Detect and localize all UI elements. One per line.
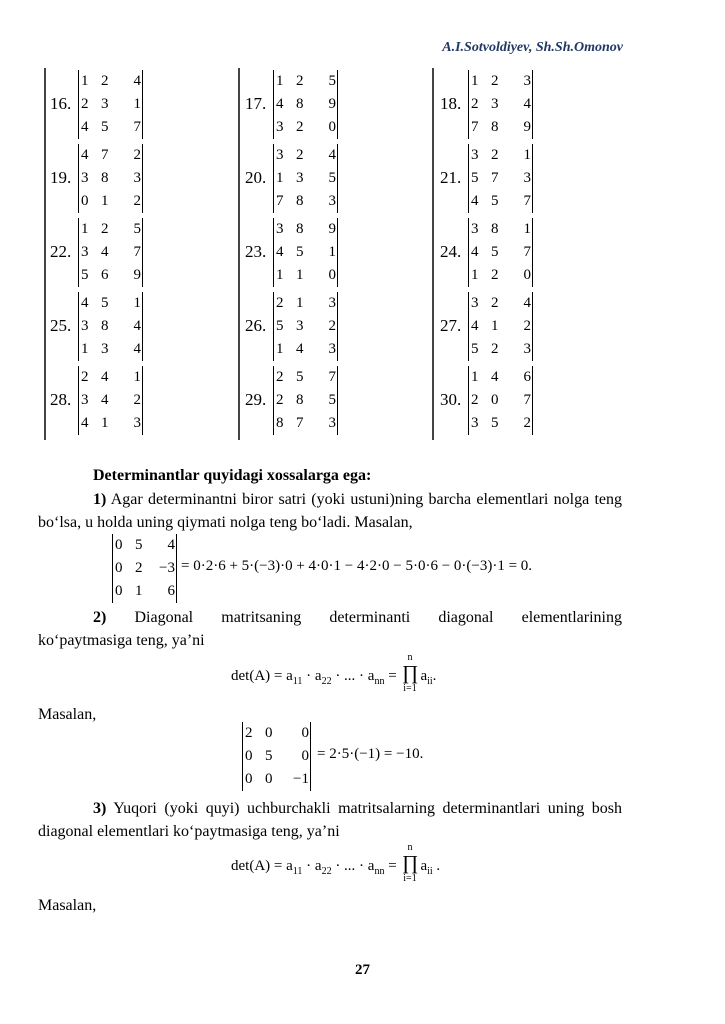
determinant-matrix bbox=[78, 218, 143, 287]
matrix-entry: 2 bbox=[471, 392, 479, 408]
property-number: 2) bbox=[93, 609, 107, 626]
matrix-entry: 7 bbox=[471, 119, 479, 135]
matrix-entry: 4 bbox=[133, 341, 141, 357]
matrix-entry: 4 bbox=[101, 244, 109, 260]
matrix-entry: 2 bbox=[133, 193, 141, 209]
matrix-entry: 7 bbox=[491, 170, 499, 186]
determinant-matrix bbox=[468, 218, 533, 287]
matrix-entry: 2 bbox=[81, 96, 89, 112]
matrix-entry: 1 bbox=[296, 295, 304, 311]
matrix-entry: 1 bbox=[296, 267, 304, 283]
matrix-entry: 1 bbox=[328, 244, 336, 260]
matrix-entry: 8 bbox=[491, 119, 499, 135]
matrix-entry: 0 bbox=[81, 193, 89, 209]
matrix-entry: 3 bbox=[296, 318, 304, 334]
matrix-entry: 1 bbox=[491, 318, 499, 334]
matrix-entry: 2 bbox=[471, 96, 479, 112]
matrix-entry: 4 bbox=[101, 369, 109, 385]
matrix-entry: 2 bbox=[523, 415, 531, 431]
matrix-entry: 5 bbox=[491, 415, 499, 431]
matrix-entry: 5 bbox=[101, 119, 109, 135]
determinant-matrix bbox=[468, 292, 533, 361]
exercise-number: 28. bbox=[50, 390, 72, 409]
matrix-entry: 5 bbox=[133, 221, 141, 237]
matrix-entry: 1 bbox=[471, 369, 479, 385]
matrix-entry: 2 bbox=[523, 318, 531, 334]
matrix-entry: 9 bbox=[133, 267, 141, 283]
matrix-entry: 7 bbox=[523, 392, 531, 408]
matrix-entry: 8 bbox=[491, 221, 499, 237]
property-1 bbox=[38, 488, 622, 534]
matrix-entry: 2 bbox=[101, 73, 109, 89]
matrix-entry: 8 bbox=[296, 392, 304, 408]
determinant-matrix bbox=[78, 366, 143, 435]
matrix-entry: 7 bbox=[523, 244, 531, 260]
masalan-label: Masalan, bbox=[38, 897, 97, 914]
matrix-entry: 2 bbox=[276, 392, 284, 408]
matrix-entry: 8 bbox=[101, 318, 109, 334]
matrix-entry: 3 bbox=[296, 170, 304, 186]
property-3 bbox=[38, 797, 622, 843]
matrix-entry: 4 bbox=[296, 341, 304, 357]
matrix-entry: 0 bbox=[115, 537, 123, 553]
matrix-entry: 1 bbox=[471, 73, 479, 89]
matrix-entry: 2 bbox=[133, 392, 141, 408]
matrix-entry: 5 bbox=[328, 170, 336, 186]
matrix-entry: 2 bbox=[245, 725, 253, 741]
matrix-entry: 4 bbox=[471, 318, 479, 334]
matrix-entry: 8 bbox=[101, 170, 109, 186]
matrix-entry: 5 bbox=[491, 193, 499, 209]
matrix-entry: 1 bbox=[523, 147, 531, 163]
exercise-number: 20. bbox=[245, 168, 267, 187]
matrix-entry: 3 bbox=[101, 96, 109, 112]
matrix-entry: 4 bbox=[81, 295, 89, 311]
matrix-entry: 3 bbox=[276, 147, 284, 163]
matrix-entry: 4 bbox=[491, 369, 499, 385]
property-text: Yuqori (yoki quyi) uchburchakli matritsalarning determinantlari uning bosh diagonal elementlari ko‘paytmasiga teng, ya’ni bbox=[38, 800, 622, 840]
matrix-entry: 3 bbox=[133, 415, 141, 431]
matrix-entry: 8 bbox=[296, 96, 304, 112]
determinant-matrix bbox=[273, 144, 338, 213]
matrix-entry: 3 bbox=[276, 221, 284, 237]
property-2-line1 bbox=[38, 606, 622, 629]
matrix-entry: 2 bbox=[296, 73, 304, 89]
matrix-entry: 0 bbox=[328, 267, 336, 283]
matrix-entry: 4 bbox=[276, 244, 284, 260]
matrix-entry: 4 bbox=[133, 318, 141, 334]
matrix-entry: 3 bbox=[471, 221, 479, 237]
matrix-entry: 5 bbox=[491, 244, 499, 260]
matrix-entry: 4 bbox=[101, 392, 109, 408]
matrix-entry: 5 bbox=[276, 318, 284, 334]
matrix-entry: 2 bbox=[491, 73, 499, 89]
matrix-entry: 7 bbox=[276, 193, 284, 209]
matrix-entry: 0 bbox=[265, 771, 273, 787]
determinant-matrix bbox=[468, 70, 533, 139]
matrix-entry: 1 bbox=[133, 369, 141, 385]
matrix-entry: 3 bbox=[133, 170, 141, 186]
matrix-entry: 4 bbox=[471, 193, 479, 209]
matrix-entry: 0 bbox=[328, 119, 336, 135]
property-text: Agar determinantni biror satri (yoki ustuni)ning barcha elementlari nolga teng bo‘lsa, u holda uning qiymati nolga teng bo‘ladi. Masalan, bbox=[38, 491, 622, 531]
example-2-determinant bbox=[242, 722, 311, 791]
matrix-entry: 9 bbox=[328, 221, 336, 237]
matrix-entry: 1 bbox=[523, 221, 531, 237]
matrix-entry: 9 bbox=[328, 96, 336, 112]
determinant-matrix bbox=[468, 144, 533, 213]
matrix-entry: 0 bbox=[245, 771, 253, 787]
matrix-entry: 3 bbox=[523, 341, 531, 357]
matrix-entry: 5 bbox=[328, 392, 336, 408]
page-number: 27 bbox=[355, 962, 370, 978]
matrix-entry: 4 bbox=[523, 295, 531, 311]
matrix-entry: 3 bbox=[101, 341, 109, 357]
matrix-entry: 3 bbox=[471, 295, 479, 311]
product-symbol: n ∏ i=1 bbox=[402, 842, 419, 884]
exercise-number: 26. bbox=[245, 316, 267, 335]
matrix-entry: 1 bbox=[276, 73, 284, 89]
matrix-entry: 1 bbox=[133, 96, 141, 112]
matrix-entry: 4 bbox=[523, 96, 531, 112]
matrix-entry: 0 bbox=[265, 725, 273, 741]
column-divider bbox=[432, 68, 434, 440]
matrix-entry: 1 bbox=[276, 341, 284, 357]
exercise-number: 18. bbox=[440, 94, 462, 113]
matrix-entry: 4 bbox=[133, 73, 141, 89]
matrix-entry: 1 bbox=[81, 73, 89, 89]
matrix-entry: 6 bbox=[167, 583, 175, 599]
matrix-entry: 1 bbox=[81, 221, 89, 237]
exercise-number: 30. bbox=[440, 390, 462, 409]
matrix-entry: 1 bbox=[276, 267, 284, 283]
matrix-entry: 3 bbox=[81, 392, 89, 408]
determinant-matrix bbox=[78, 292, 143, 361]
matrix-entry: 4 bbox=[471, 244, 479, 260]
matrix-entry: 6 bbox=[523, 369, 531, 385]
exercise-number: 22. bbox=[50, 242, 72, 261]
matrix-entry: 3 bbox=[81, 318, 89, 334]
exercise-number: 24. bbox=[440, 242, 462, 261]
matrix-entry: 6 bbox=[101, 267, 109, 283]
matrix-entry: 3 bbox=[491, 96, 499, 112]
matrix-entry: 7 bbox=[296, 415, 304, 431]
column-divider bbox=[44, 68, 46, 440]
matrix-entry: 3 bbox=[523, 170, 531, 186]
matrix-entry: 8 bbox=[296, 221, 304, 237]
matrix-entry: 1 bbox=[276, 170, 284, 186]
exercise-number: 25. bbox=[50, 316, 72, 335]
matrix-entry: 5 bbox=[471, 170, 479, 186]
diagonal-formula-2: $\det(A) = a_{11} \cdot a_{22}$ · ... · $a_{nn} = a_{ii}$ . bbox=[231, 858, 441, 877]
property-number: 3) bbox=[93, 800, 107, 817]
matrix-entry: 3 bbox=[276, 119, 284, 135]
exercise-number: 29. bbox=[245, 390, 267, 409]
matrix-entry: 3 bbox=[81, 244, 89, 260]
matrix-entry: 2 bbox=[101, 221, 109, 237]
matrix-entry: 2 bbox=[276, 369, 284, 385]
matrix-entry: 7 bbox=[101, 147, 109, 163]
matrix-entry: 7 bbox=[133, 244, 141, 260]
determinant-matrix bbox=[78, 70, 143, 139]
property-2-line2: ko‘paytmasiga teng, ya’ni bbox=[38, 632, 205, 649]
matrix-entry: 0 bbox=[115, 583, 123, 599]
exercise-number: 23. bbox=[245, 242, 267, 261]
matrix-entry: 4 bbox=[328, 147, 336, 163]
exercise-number: 17. bbox=[245, 94, 267, 113]
matrix-entry: 3 bbox=[471, 415, 479, 431]
matrix-entry: 2 bbox=[491, 147, 499, 163]
matrix-entry: 3 bbox=[523, 73, 531, 89]
masalan-label: Masalan, bbox=[38, 706, 97, 723]
matrix-entry: 2 bbox=[276, 295, 284, 311]
matrix-entry: 3 bbox=[81, 170, 89, 186]
matrix-entry: 2 bbox=[296, 147, 304, 163]
example-1-determinant bbox=[112, 534, 177, 603]
matrix-entry: 4 bbox=[167, 537, 175, 553]
matrix-entry: 7 bbox=[523, 193, 531, 209]
exercise-number: 16. bbox=[50, 94, 72, 113]
determinant-matrix bbox=[273, 292, 338, 361]
matrix-entry: 3 bbox=[328, 341, 336, 357]
matrix-entry: 0 bbox=[115, 560, 123, 576]
exercise-number: 27. bbox=[440, 316, 462, 335]
matrix-entry: 4 bbox=[276, 96, 284, 112]
matrix-entry: 7 bbox=[133, 119, 141, 135]
matrix-entry: 3 bbox=[328, 415, 336, 431]
matrix-entry: 1 bbox=[81, 341, 89, 357]
matrix-entry: 3 bbox=[328, 193, 336, 209]
matrix-entry: 0 bbox=[491, 392, 499, 408]
matrix-entry: 5 bbox=[328, 73, 336, 89]
exercise-number: 19. bbox=[50, 168, 72, 187]
matrix-entry: 4 bbox=[81, 147, 89, 163]
matrix-entry: 3 bbox=[471, 147, 479, 163]
column-divider bbox=[238, 68, 240, 440]
example-2-result: = 2·5·(−1) = −10. bbox=[317, 746, 424, 762]
matrix-entry: 2 bbox=[135, 560, 143, 576]
matrix-entry: −3 bbox=[159, 560, 175, 576]
matrix-entry: 1 bbox=[101, 415, 109, 431]
matrix-entry: 2 bbox=[491, 295, 499, 311]
matrix-entry: 0 bbox=[301, 725, 309, 741]
property-number: 1) bbox=[93, 491, 107, 508]
determinant-matrix bbox=[78, 144, 143, 213]
matrix-entry: 5 bbox=[296, 244, 304, 260]
matrix-entry: 4 bbox=[81, 415, 89, 431]
matrix-entry: 5 bbox=[265, 748, 273, 764]
determinant-matrix bbox=[273, 70, 338, 139]
exercise-number: 21. bbox=[440, 168, 462, 187]
matrix-entry: −1 bbox=[293, 771, 309, 787]
example-1-expansion: = 0·2·6 + 5·(−3)·0 + 4·0·1 − 4·2·0 − 5·0·6 − 0·(−3)·1 = 0. bbox=[181, 558, 533, 574]
matrix-entry: 2 bbox=[491, 267, 499, 283]
matrix-entry: 3 bbox=[328, 295, 336, 311]
running-header: A.I.Sotvoldiyev, Sh.Sh.Omonov bbox=[442, 40, 623, 55]
matrix-entry: 4 bbox=[81, 119, 89, 135]
matrix-entry: 2 bbox=[296, 119, 304, 135]
matrix-entry: 5 bbox=[471, 341, 479, 357]
matrix-entry: 1 bbox=[101, 193, 109, 209]
product-symbol: n ∏ i=1 bbox=[402, 652, 419, 694]
matrix-entry: 5 bbox=[101, 295, 109, 311]
matrix-entry: 1 bbox=[471, 267, 479, 283]
matrix-entry: 2 bbox=[81, 369, 89, 385]
matrix-entry: 5 bbox=[296, 369, 304, 385]
matrix-entry: 1 bbox=[135, 583, 143, 599]
determinant-matrix bbox=[273, 366, 338, 435]
matrix-entry: 0 bbox=[245, 748, 253, 764]
determinant-matrix bbox=[468, 366, 533, 435]
matrix-entry: 2 bbox=[133, 147, 141, 163]
matrix-entry: 2 bbox=[491, 341, 499, 357]
matrix-entry: 1 bbox=[133, 295, 141, 311]
determinant-matrix bbox=[273, 218, 338, 287]
matrix-entry: 2 bbox=[328, 318, 336, 334]
matrix-entry: 8 bbox=[296, 193, 304, 209]
matrix-entry: 0 bbox=[523, 267, 531, 283]
section-heading: Determinantlar quyidagi xossalarga ega: bbox=[93, 467, 372, 484]
matrix-entry: 5 bbox=[135, 537, 143, 553]
matrix-entry: 5 bbox=[81, 267, 89, 283]
matrix-entry: 9 bbox=[523, 119, 531, 135]
matrix-entry: 8 bbox=[276, 415, 284, 431]
property-text: Diagonal matritsaning determinanti diagonal elementlarining bbox=[106, 609, 622, 626]
matrix-entry: 0 bbox=[301, 748, 309, 764]
diagonal-formula-1: $\det(A) = a_{11} \cdot a_{22}$ · ... · $a_{nn} = a_{ii}$. bbox=[231, 668, 437, 687]
matrix-entry: 7 bbox=[328, 369, 336, 385]
